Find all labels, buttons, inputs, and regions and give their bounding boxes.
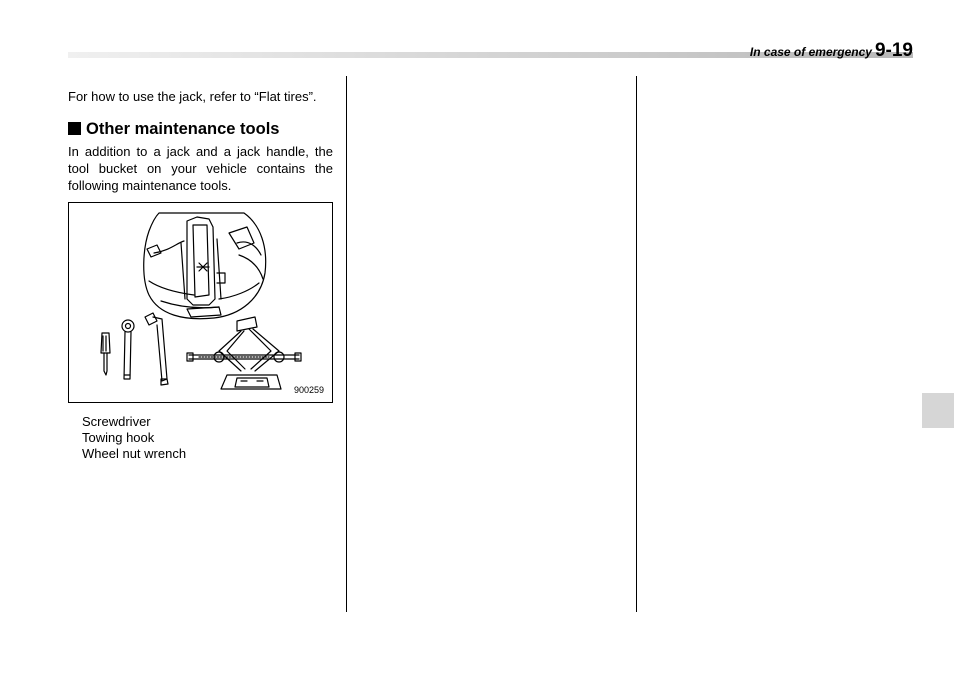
column-divider-right <box>636 76 637 612</box>
section-title: In case of emergency <box>749 45 872 59</box>
tools-legend <box>68 414 333 462</box>
legend-item-towing-hook: Towing hook <box>82 430 155 445</box>
chapter-tab <box>922 393 954 428</box>
tool-bucket-icon <box>144 213 266 319</box>
heading-square-icon <box>68 122 81 135</box>
screwdriver-icon <box>101 333 110 375</box>
wheel-nut-wrench-icon <box>145 313 168 385</box>
legend-item-wheel-nut-wrench: Wheel nut wrench <box>82 446 187 461</box>
column-divider-left <box>346 76 347 612</box>
tools-illustration <box>69 203 332 402</box>
body-paragraph: In addition to a jack and a jack handle, the tool bucket on your vehicle contains the following maintenance tools. <box>68 144 333 193</box>
page-number: 9-19 <box>874 40 913 61</box>
legend-item-screwdriver: Screwdriver <box>82 414 151 429</box>
tools-figure <box>68 202 333 403</box>
figure-code: 900259 <box>293 385 324 395</box>
running-header <box>750 40 913 62</box>
section-heading-text: Other maintenance tools <box>86 120 280 138</box>
left-column <box>68 88 333 462</box>
intro-paragraph: For how to use the jack, refer to “Flat tires”. <box>68 89 317 104</box>
towing-hook-icon <box>122 320 134 379</box>
section-heading <box>68 120 333 139</box>
scissor-jack-icon <box>187 317 301 389</box>
